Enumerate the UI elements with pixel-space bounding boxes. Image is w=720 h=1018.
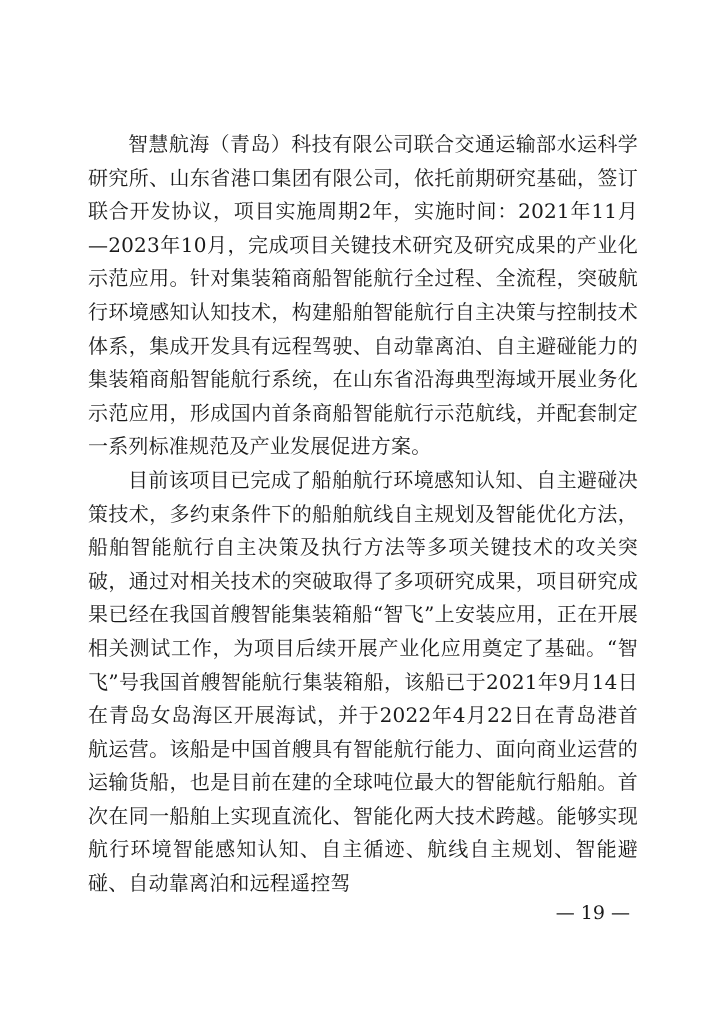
paragraph-project-overview: 智慧航海（青岛）科技有限公司联合交通运输部水运科学研究所、山东省港口集团有限公司，依托前期研究基础，签订联合开发协议，项目实施周期2年，实施时间：2021年11月—2023年10月，完成项目关键技术研究及研究成果的产业化示范应用。针对集装箱商船智能航行全过程、全流程，突破航行环境感知认知技术，构建船舶智能航行自主决策与控制技术体系，集成开发具有远程驾驶、自动靠离泊、自主避碰能力的集装箱商船智能航行系统，在山东省沿海典型海域开展业务化示范应用，形成国内首条商船智能航行示范航线，并配套制定一系列标准规范及产业发展促进方案。 (88, 132, 638, 459)
document-body (88, 128, 638, 901)
page-number: — 19 — (555, 902, 630, 924)
paragraph-project-progress: 目前该项目已完成了船舶航行环境感知认知、自主避碰决策技术，多约束条件下的船舶航线自主规划及智能优化方法，船舶智能航行自主决策及执行方法等多项关键技术的攻关突破，通过对相关技术的突破取得了多项研究成果，项目研究成果已经在我国首艘智能集装箱船“智飞”上安装应用，正在开展相关测试工作，为项目后续开展产业化应用奠定了基础。“智飞”号我国首艘智能航行集装箱船，该船已于2021年9月14日在青岛女岛海区开展海试，并于2022年4月22日在青岛港首航运营。该船是中国首艘具有智能航行能力、面向商业运营的运输货船，也是目前在建的全球吨位最大的智能航行船舶。首次在同一船舶上实现直流化、智能化两大技术跨越。能够实现航行环境智能感知认知、自主循迹、航线自主规划、智能避碰、自动靠离泊和远程遥控驾 (88, 467, 638, 896)
